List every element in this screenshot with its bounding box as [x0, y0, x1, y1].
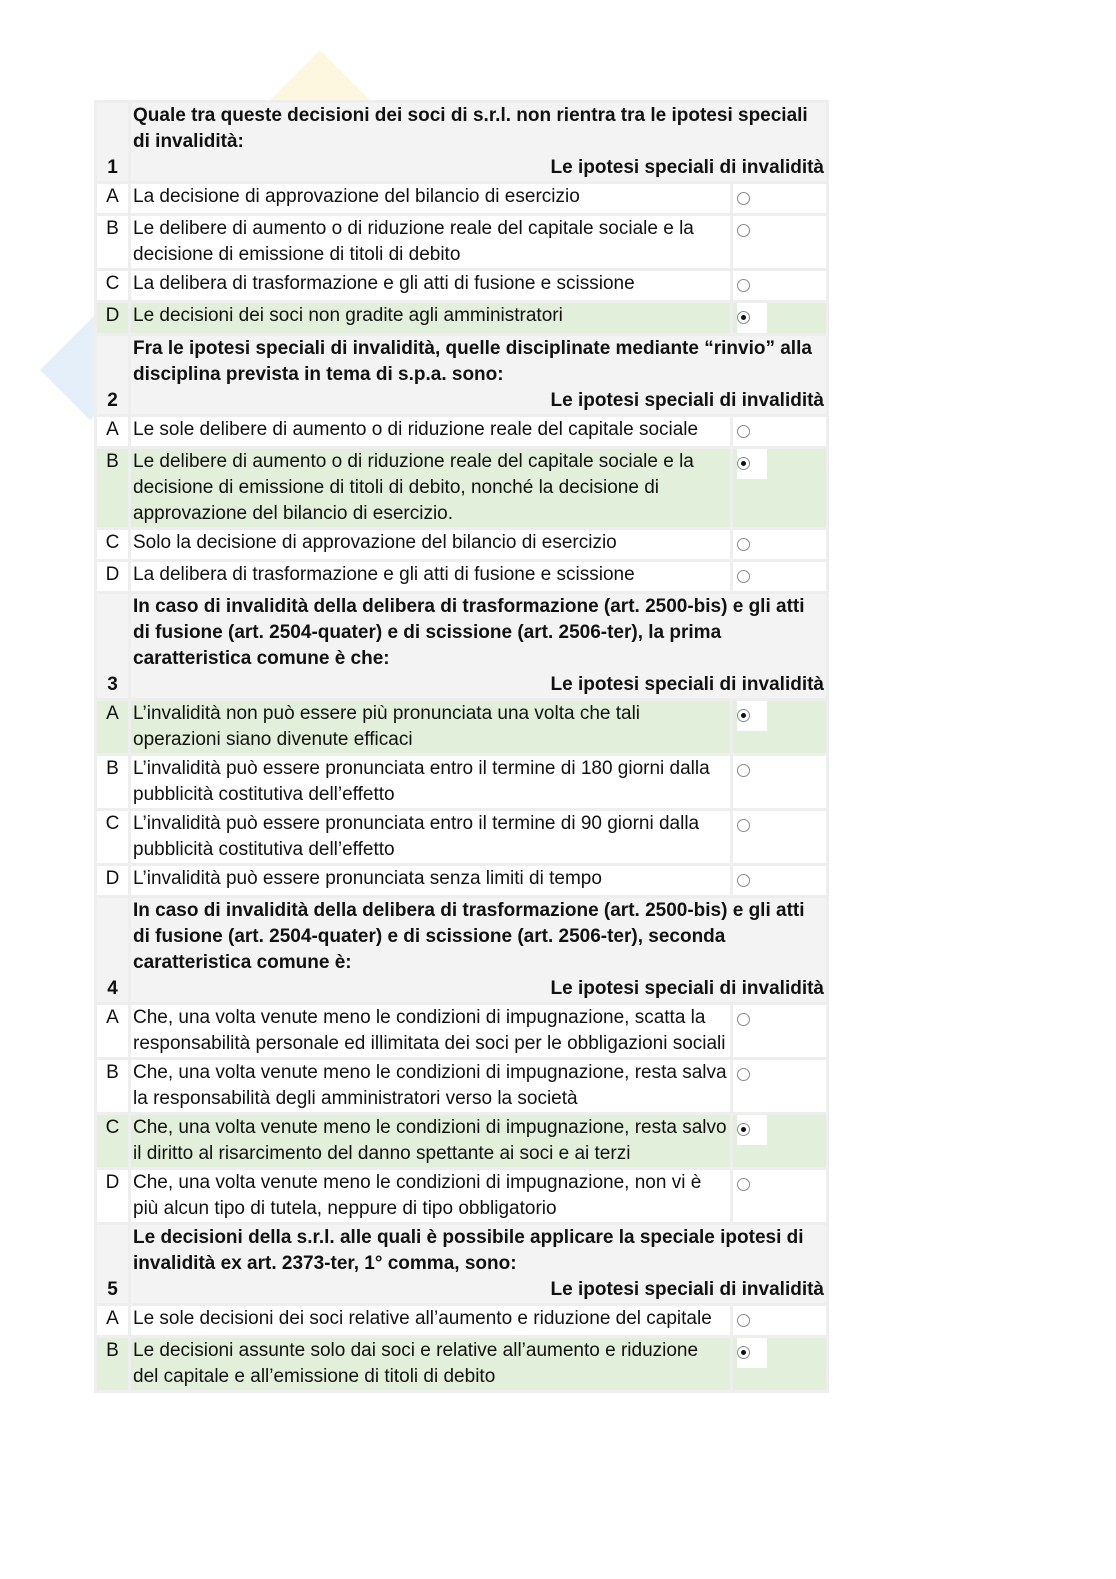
question-cell	[130, 897, 828, 1004]
answer-option-row[interactable]	[96, 416, 828, 448]
question-row	[96, 1224, 828, 1305]
question-cell	[130, 102, 828, 183]
radio-wrapper	[737, 1311, 750, 1332]
answer-option-row[interactable]	[96, 700, 828, 755]
option-letter: B	[96, 448, 130, 529]
radio-empty-icon[interactable]	[737, 1178, 750, 1191]
option-letter: C	[96, 1114, 130, 1169]
option-letter: B	[96, 1337, 130, 1392]
radio-wrapper	[737, 1010, 750, 1031]
question-cell	[130, 1224, 828, 1305]
option-radio-cell	[732, 865, 828, 897]
option-letter: C	[96, 529, 130, 561]
option-letter: C	[96, 810, 130, 865]
radio-wrapper	[737, 276, 750, 297]
answer-option-row[interactable]	[96, 1169, 828, 1224]
option-text: Le sole decisioni dei soci relative all’aumento e riduzione del capitale	[130, 1305, 732, 1337]
option-text: Che, una volta venute meno le condizioni di impugnazione, resta salva la responsabilità degli amministratori verso la società	[130, 1059, 732, 1114]
option-radio-cell	[732, 183, 828, 215]
quiz-table	[94, 100, 829, 1393]
option-radio-cell	[732, 561, 828, 593]
radio-wrapper	[737, 1115, 767, 1145]
radio-wrapper	[737, 816, 750, 837]
radio-wrapper	[737, 1065, 750, 1086]
option-letter: A	[96, 1305, 130, 1337]
option-radio-cell	[732, 529, 828, 561]
radio-empty-icon[interactable]	[737, 224, 750, 237]
option-radio-cell	[732, 302, 828, 335]
answer-option-row[interactable]	[96, 529, 828, 561]
option-letter: B	[96, 755, 130, 810]
option-radio-cell	[732, 1169, 828, 1224]
option-text: L’invalidità non può essere più pronunciata una volta che tali operazioni siano divenute efficaci	[130, 700, 732, 755]
option-letter: D	[96, 302, 130, 335]
question-topic: Le ipotesi speciali di invalidità	[550, 1279, 824, 1300]
radio-selected-icon[interactable]	[737, 1346, 750, 1359]
radio-empty-icon[interactable]	[737, 538, 750, 551]
option-text: La delibera di trasformazione e gli atti di fusione e scissione	[130, 561, 732, 593]
radio-empty-icon[interactable]	[737, 1068, 750, 1081]
option-radio-cell	[732, 1305, 828, 1337]
option-letter: C	[96, 270, 130, 302]
radio-wrapper	[737, 535, 750, 556]
option-letter: A	[96, 1004, 130, 1059]
answer-option-row[interactable]	[96, 1337, 828, 1392]
question-text: Fra le ipotesi speciali di invalidità, quelle disciplinate mediante “rinvio” alla disciplina prevista in tema di s.p.a. sono:	[133, 338, 812, 385]
question-row	[96, 897, 828, 1004]
question-topic: Le ipotesi speciali di invalidità	[550, 157, 824, 178]
answer-option-row[interactable]	[96, 215, 828, 270]
option-radio-cell	[732, 215, 828, 270]
option-text: La decisione di approvazione del bilancio di esercizio	[130, 183, 732, 215]
option-letter: A	[96, 183, 130, 215]
answer-option-row[interactable]	[96, 183, 828, 215]
option-letter: D	[96, 1169, 130, 1224]
option-text: L’invalidità può essere pronunciata senza limiti di tempo	[130, 865, 732, 897]
radio-selected-icon[interactable]	[737, 709, 750, 722]
option-letter: B	[96, 1059, 130, 1114]
question-row	[96, 593, 828, 700]
option-letter: B	[96, 215, 130, 270]
question-topic: Le ipotesi speciali di invalidità	[550, 674, 824, 695]
option-radio-cell	[732, 1114, 828, 1169]
radio-empty-icon[interactable]	[737, 279, 750, 292]
option-radio-cell	[732, 416, 828, 448]
answer-option-row[interactable]	[96, 755, 828, 810]
radio-wrapper	[737, 567, 750, 588]
option-text: La delibera di trasformazione e gli atti di fusione e scissione	[130, 270, 732, 302]
question-row	[96, 335, 828, 416]
radio-selected-icon[interactable]	[737, 457, 750, 470]
option-radio-cell	[732, 1337, 828, 1392]
question-number: 3	[96, 593, 130, 700]
option-radio-cell	[732, 700, 828, 755]
answer-option-row[interactable]	[96, 1114, 828, 1169]
answer-option-row[interactable]	[96, 810, 828, 865]
radio-wrapper	[737, 189, 750, 210]
option-text: Solo la decisione di approvazione del bilancio di esercizio	[130, 529, 732, 561]
radio-empty-icon[interactable]	[737, 570, 750, 583]
question-number: 4	[96, 897, 130, 1004]
option-radio-cell	[732, 270, 828, 302]
option-text: Le delibere di aumento o di riduzione reale del capitale sociale e la decisione di emissione di titoli di debito, nonché la decisione di approvazione del bilancio di esercizio.	[130, 448, 732, 529]
option-letter: A	[96, 416, 130, 448]
option-text: L’invalidità può essere pronunciata entro il termine di 180 giorni dalla pubblicità costitutiva dell’effetto	[130, 755, 732, 810]
answer-option-row[interactable]	[96, 865, 828, 897]
answer-option-row[interactable]	[96, 1305, 828, 1337]
radio-empty-icon[interactable]	[737, 819, 750, 832]
question-number: 2	[96, 335, 130, 416]
question-number: 1	[96, 102, 130, 183]
answer-option-row[interactable]	[96, 1059, 828, 1114]
radio-wrapper	[737, 422, 750, 443]
answer-option-row[interactable]	[96, 448, 828, 529]
radio-selected-icon[interactable]	[737, 311, 750, 324]
option-text: Le decisioni dei soci non gradite agli amministratori	[130, 302, 732, 335]
question-cell	[130, 335, 828, 416]
option-radio-cell	[732, 810, 828, 865]
option-text: Che, una volta venute meno le condizioni di impugnazione, non vi è più alcun tipo di tutela, neppure di tipo obbligatorio	[130, 1169, 732, 1224]
answer-option-row[interactable]	[96, 270, 828, 302]
answer-option-row[interactable]	[96, 302, 828, 335]
radio-empty-icon[interactable]	[737, 192, 750, 205]
radio-selected-icon[interactable]	[737, 1123, 750, 1136]
option-radio-cell	[732, 1004, 828, 1059]
option-text: L’invalidità può essere pronunciata entro il termine di 90 giorni dalla pubblicità costitutiva dell’effetto	[130, 810, 732, 865]
option-letter: D	[96, 865, 130, 897]
radio-empty-icon[interactable]	[737, 874, 750, 887]
radio-wrapper	[737, 303, 767, 333]
radio-empty-icon[interactable]	[737, 1314, 750, 1327]
option-radio-cell	[732, 448, 828, 529]
radio-wrapper	[737, 1338, 767, 1368]
option-text: Che, una volta venute meno le condizioni di impugnazione, scatta la responsabilità personale ed illimitata dei soci per le obbligazioni sociali	[130, 1004, 732, 1059]
radio-wrapper	[737, 701, 767, 731]
question-text: In caso di invalidità della delibera di trasformazione (art. 2500-bis) e gli atti di fusione (art. 2504-quater) e di scissione (art. 2506-ter), la prima caratteristica comune è che:	[133, 596, 805, 669]
answer-option-row[interactable]	[96, 561, 828, 593]
question-text: Le decisioni della s.r.l. alle quali è possibile applicare la speciale ipotesi di invalidità ex art. 2373-ter, 1° comma, sono:	[133, 1227, 804, 1274]
answer-option-row[interactable]	[96, 1004, 828, 1059]
option-text: Che, una volta venute meno le condizioni di impugnazione, resta salvo il diritto al risarcimento del danno spettante ai soci e ai terzi	[130, 1114, 732, 1169]
radio-empty-icon[interactable]	[737, 425, 750, 438]
question-cell	[130, 593, 828, 700]
option-text: Le delibere di aumento o di riduzione reale del capitale sociale e la decisione di emissione di titoli di debito	[130, 215, 732, 270]
radio-wrapper	[737, 871, 750, 892]
radio-wrapper	[737, 449, 767, 479]
question-text: In caso di invalidità della delibera di trasformazione (art. 2500-bis) e gli atti di fusione (art. 2504-quater) e di scissione (art. 2506-ter), seconda caratteristica comune è:	[133, 900, 805, 973]
question-text: Quale tra queste decisioni dei soci di s.r.l. non rientra tra le ipotesi speciali di invalidità:	[133, 105, 808, 152]
option-text: Le sole delibere di aumento o di riduzione reale del capitale sociale	[130, 416, 732, 448]
question-row	[96, 102, 828, 183]
radio-wrapper	[737, 761, 750, 782]
option-text: Le decisioni assunte solo dai soci e relative all’aumento e riduzione del capitale e all’emissione di titoli di debito	[130, 1337, 732, 1392]
option-letter: A	[96, 700, 130, 755]
radio-empty-icon[interactable]	[737, 1013, 750, 1026]
question-topic: Le ipotesi speciali di invalidità	[550, 390, 824, 411]
radio-wrapper	[737, 221, 750, 242]
option-letter: D	[96, 561, 130, 593]
option-radio-cell	[732, 1059, 828, 1114]
question-number: 5	[96, 1224, 130, 1305]
radio-wrapper	[737, 1175, 750, 1196]
radio-empty-icon[interactable]	[737, 764, 750, 777]
question-topic: Le ipotesi speciali di invalidità	[550, 978, 824, 999]
option-radio-cell	[732, 755, 828, 810]
